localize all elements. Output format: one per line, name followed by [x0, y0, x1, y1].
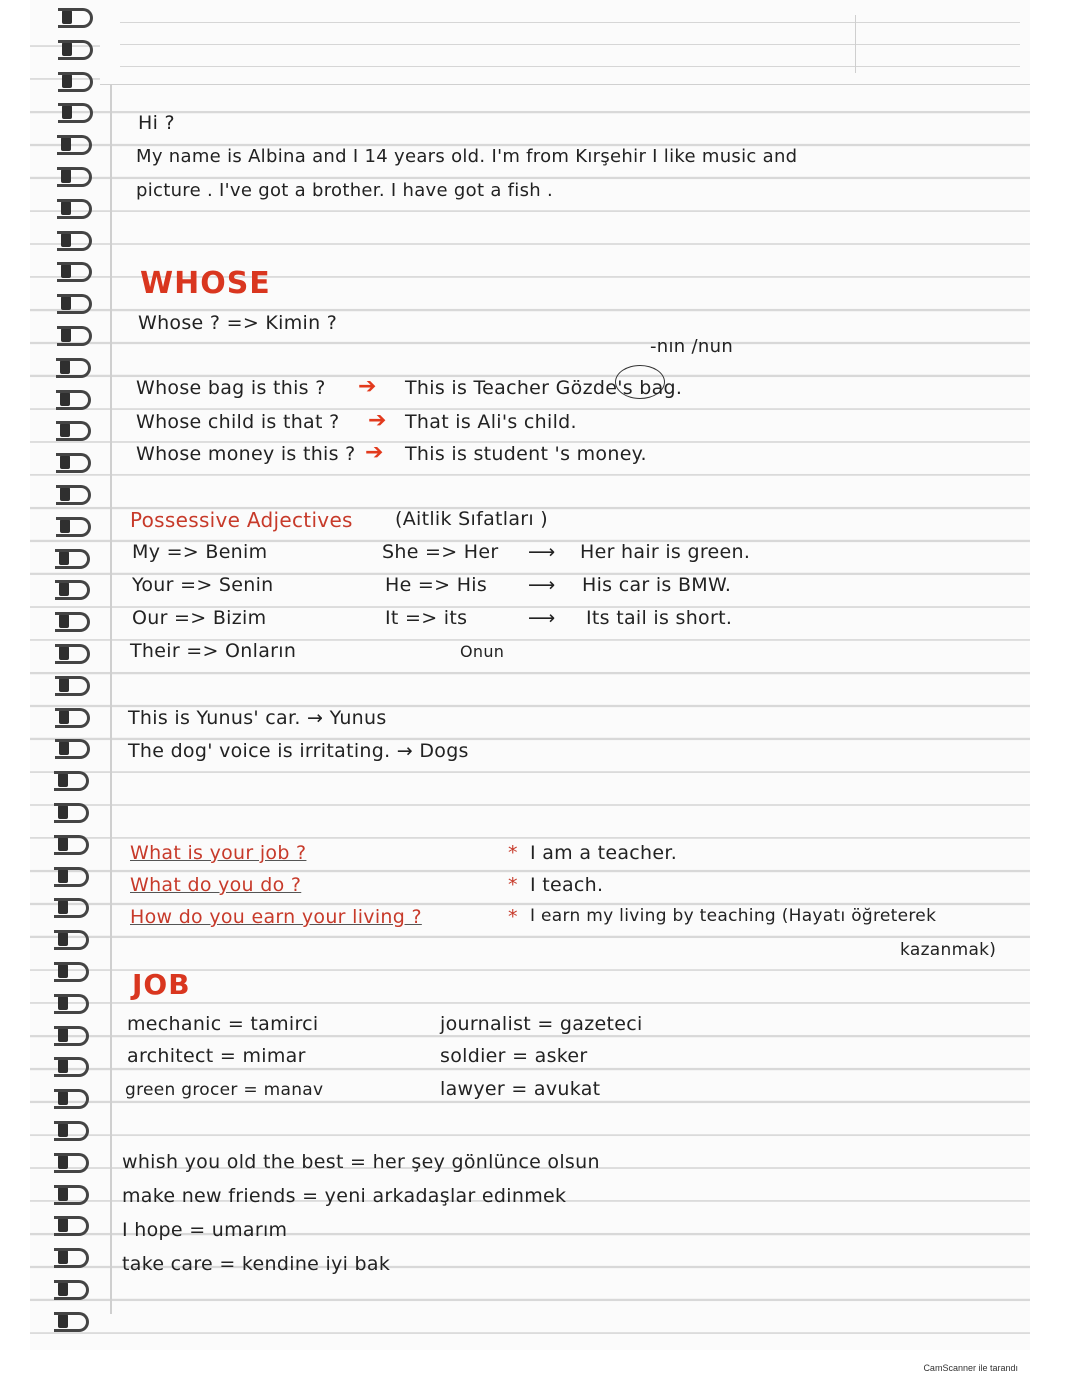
- binding-ring: [57, 135, 92, 155]
- binding-ring: [56, 390, 91, 410]
- whose-answer-3: This is student 's money.: [405, 443, 647, 465]
- binding-ring: [58, 72, 93, 92]
- binding-ring: [54, 771, 89, 791]
- apostrophe-line-1: This is Yunus' car. → Yunus: [128, 707, 387, 729]
- whose-answer-1: This is Teacher Gözde's bag.: [405, 377, 683, 399]
- binding-ring: [54, 1121, 89, 1141]
- job-answer-3: I earn my living by teaching (Hayatı öğreterek: [530, 906, 937, 926]
- job-left-3: green grocer = manav: [125, 1080, 324, 1100]
- phrase-2: make new friends = yeni arkadaşlar edinmek: [122, 1185, 567, 1207]
- phrase-1: whish you old the best = her şey gönlünce olsun: [122, 1151, 600, 1173]
- whose-meaning: Whose ? => Kimin ?: [138, 312, 338, 334]
- job-heading: JOB: [132, 968, 191, 1001]
- binding-ring: [55, 644, 90, 664]
- job-answer-tail: kazanmak): [900, 940, 997, 960]
- binding-ring: [54, 1153, 89, 1173]
- binding-ring: [55, 580, 90, 600]
- job-answer-2: I teach.: [530, 874, 604, 896]
- binding-ring: [56, 421, 91, 441]
- arrow-icon: ➔: [365, 440, 384, 465]
- scanner-watermark: CamScanner ile tarandı: [923, 1363, 1018, 1373]
- arrow-icon: ⟶: [528, 541, 556, 563]
- arrow-icon: ➔: [368, 408, 387, 433]
- job-question-1: What is your job ?: [130, 842, 307, 864]
- spiral-binding: [0, 0, 100, 1397]
- phrase-4: take care = kendine iyi bak: [122, 1253, 391, 1275]
- binding-ring: [57, 294, 92, 314]
- binding-ring: [54, 1248, 89, 1268]
- asterisk-icon: *: [508, 874, 518, 896]
- binding-ring: [57, 326, 92, 346]
- notebook-page: [30, 0, 1030, 1350]
- binding-ring: [54, 835, 89, 855]
- possessive-middle-3: It => its: [385, 607, 468, 629]
- header-box: [855, 15, 1016, 73]
- binding-ring: [58, 103, 93, 123]
- possessive-middle-note: Onun: [460, 642, 505, 661]
- asterisk-icon: *: [508, 906, 518, 928]
- margin-line: [110, 84, 112, 1314]
- binding-ring: [54, 1026, 89, 1046]
- whose-answer-2: That is Ali's child.: [405, 411, 577, 433]
- possessive-left-3: Our => Bizim: [132, 607, 267, 629]
- binding-ring: [56, 358, 91, 378]
- whose-question-1: Whose bag is this ?: [136, 377, 326, 399]
- binding-ring: [58, 40, 93, 60]
- possessive-middle-1: She => Her: [382, 541, 499, 563]
- possessive-middle-2: He => His: [385, 574, 488, 596]
- binding-ring: [57, 231, 92, 251]
- phrase-3: I hope = umarım: [122, 1219, 288, 1241]
- whose-note: -nın /nun: [650, 336, 734, 357]
- greeting: Hi ?: [138, 112, 175, 134]
- binding-ring: [55, 549, 90, 569]
- arrow-icon: ⟶: [528, 607, 556, 629]
- binding-ring: [55, 739, 90, 759]
- binding-ring: [55, 676, 90, 696]
- job-left-2: architect = mimar: [127, 1045, 306, 1067]
- job-right-2: soldier = asker: [440, 1045, 588, 1067]
- intro-line-1: My name is Albina and I 14 years old. I'm from Kırşehir I like music and: [136, 146, 798, 167]
- possessive-left-4: Their => Onların: [130, 640, 297, 662]
- possessive-left-2: Your => Senin: [132, 574, 274, 596]
- binding-ring: [54, 1057, 89, 1077]
- job-right-3: lawyer = avukat: [440, 1078, 601, 1100]
- job-left-1: mechanic = tamirci: [127, 1013, 319, 1035]
- arrow-icon: ➔: [358, 374, 377, 399]
- binding-ring: [55, 708, 90, 728]
- binding-ring: [54, 1216, 89, 1236]
- binding-ring: [57, 199, 92, 219]
- binding-ring: [58, 8, 93, 28]
- binding-ring: [54, 898, 89, 918]
- possessive-example-1: Her hair is green.: [580, 541, 751, 563]
- binding-ring: [54, 1185, 89, 1205]
- possessive-heading: Possessive Adjectives: [130, 508, 353, 532]
- binding-ring: [56, 453, 91, 473]
- binding-ring: [56, 517, 91, 537]
- binding-ring: [54, 867, 89, 887]
- binding-ring: [57, 262, 92, 282]
- possessive-left-1: My => Benim: [132, 541, 268, 563]
- binding-ring: [54, 930, 89, 950]
- binding-ring: [54, 1312, 89, 1332]
- job-right-1: journalist = gazeteci: [440, 1013, 643, 1035]
- job-question-3: How do you earn your living ?: [130, 906, 422, 928]
- binding-ring: [54, 962, 89, 982]
- job-question-2: What do you do ?: [130, 874, 302, 896]
- binding-ring: [54, 1280, 89, 1300]
- possessive-example-3: Its tail is short.: [586, 607, 733, 629]
- possessive-example-2: His car is BMW.: [582, 574, 732, 596]
- binding-ring: [54, 803, 89, 823]
- binding-ring: [54, 1089, 89, 1109]
- binding-ring: [56, 485, 91, 505]
- apostrophe-line-2: The dog' voice is irritating. → Dogs: [128, 740, 469, 762]
- binding-ring: [54, 994, 89, 1014]
- asterisk-icon: *: [508, 842, 518, 864]
- whose-question-2: Whose child is that ?: [136, 411, 340, 433]
- whose-heading: WHOSE: [140, 266, 271, 301]
- possessive-subheading: (Aitlik Sıfatları ): [395, 508, 549, 530]
- binding-ring: [57, 167, 92, 187]
- job-answer-1: I am a teacher.: [530, 842, 678, 864]
- intro-line-2: picture . I've got a brother. I have got a fish .: [136, 180, 554, 201]
- whose-question-3: Whose money is this ?: [136, 443, 356, 465]
- binding-ring: [55, 612, 90, 632]
- arrow-icon: ⟶: [528, 574, 556, 596]
